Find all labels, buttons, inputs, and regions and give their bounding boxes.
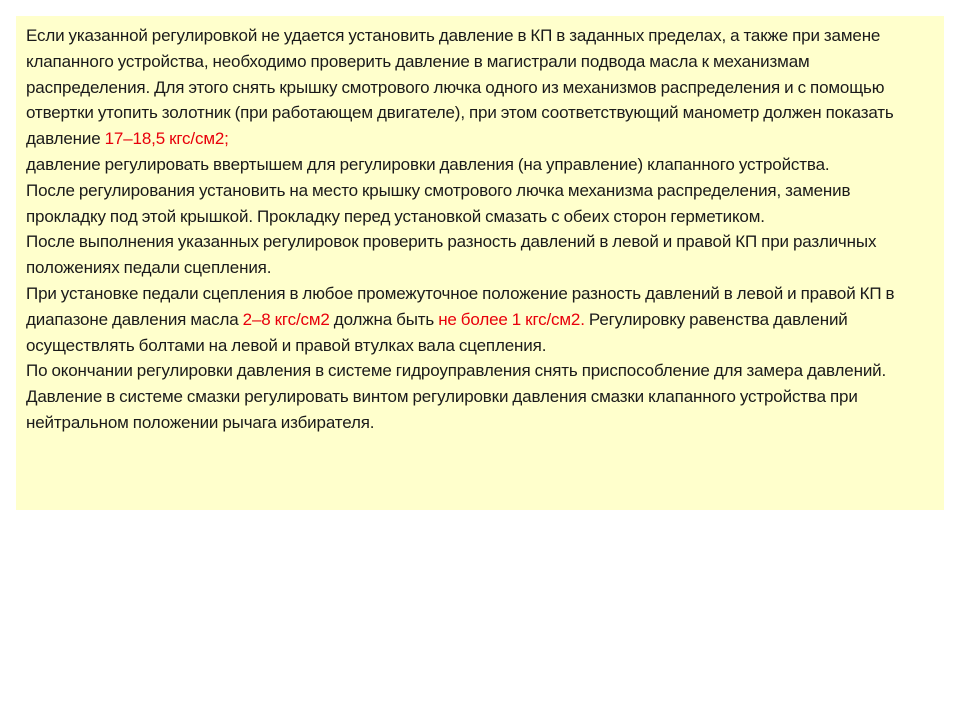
paragraph-6-text: По окончании регулировки давления в системе гидроуправления снять приспособление для замера давлений.	[26, 361, 887, 381]
paragraph-1-text: Если указанной регулировкой не удается установить давление в КП в заданных пределах, а также при замене клапанного устройства, необходимо проверить давление в магистрали подвода масла к механизмам распределения. Для этого снять крышку смотрового лючка одного из механизмов распределения и с помощью отвертки утопить золотник (при работающем двигателе), при этом соответствующий манометр должен показать давление	[26, 26, 894, 149]
paragraph-1	[26, 23, 934, 152]
paragraph-4	[26, 229, 934, 281]
paragraph-4-text: После выполнения указанных регулировок проверить разность давлений в левой и правой КП при различных положениях педали сцепления.	[26, 232, 877, 278]
paragraph-7	[26, 384, 934, 436]
paragraph-5-text-a: При установке педали сцепления в любое промежуточное положение разность давлений в левой и правой КП в диапазоне давления масла	[26, 283, 895, 329]
paragraph-7-text: Давление в системе смазки регулировать винтом регулировки давления смазки клапанного устройства при нейтральном положении рычага избирателя.	[26, 387, 858, 432]
text-box	[16, 16, 944, 510]
pressure-range-2-8: 2–8 кгс/см2	[242, 309, 330, 329]
paragraph-5-text-c: Регулировку равенства давлений осуществлять болтами на левой и правой втулках вала сцепления.	[26, 309, 848, 355]
max-pressure-difference: не более 1 кгс/см2.	[438, 309, 585, 329]
paragraph-2-text: давление регулировать ввертышем для регулировки давления (на управление) клапанного устройства.	[26, 154, 830, 174]
paragraph-6	[26, 358, 934, 384]
paragraph-5	[26, 281, 934, 358]
paragraph-3	[26, 178, 934, 230]
paragraph-3-text: После регулирования установить на место крышку смотрового лючка механизма распределения, заменив прокладку под этой крышкой. Прокладку перед установкой смазать с обеих сторон герметиком.	[26, 180, 851, 226]
paragraph-2	[26, 152, 934, 178]
pressure-range-17-18: 17–18,5 кгс/см2;	[104, 129, 229, 149]
paragraph-5-text-b: должна быть	[329, 309, 439, 329]
